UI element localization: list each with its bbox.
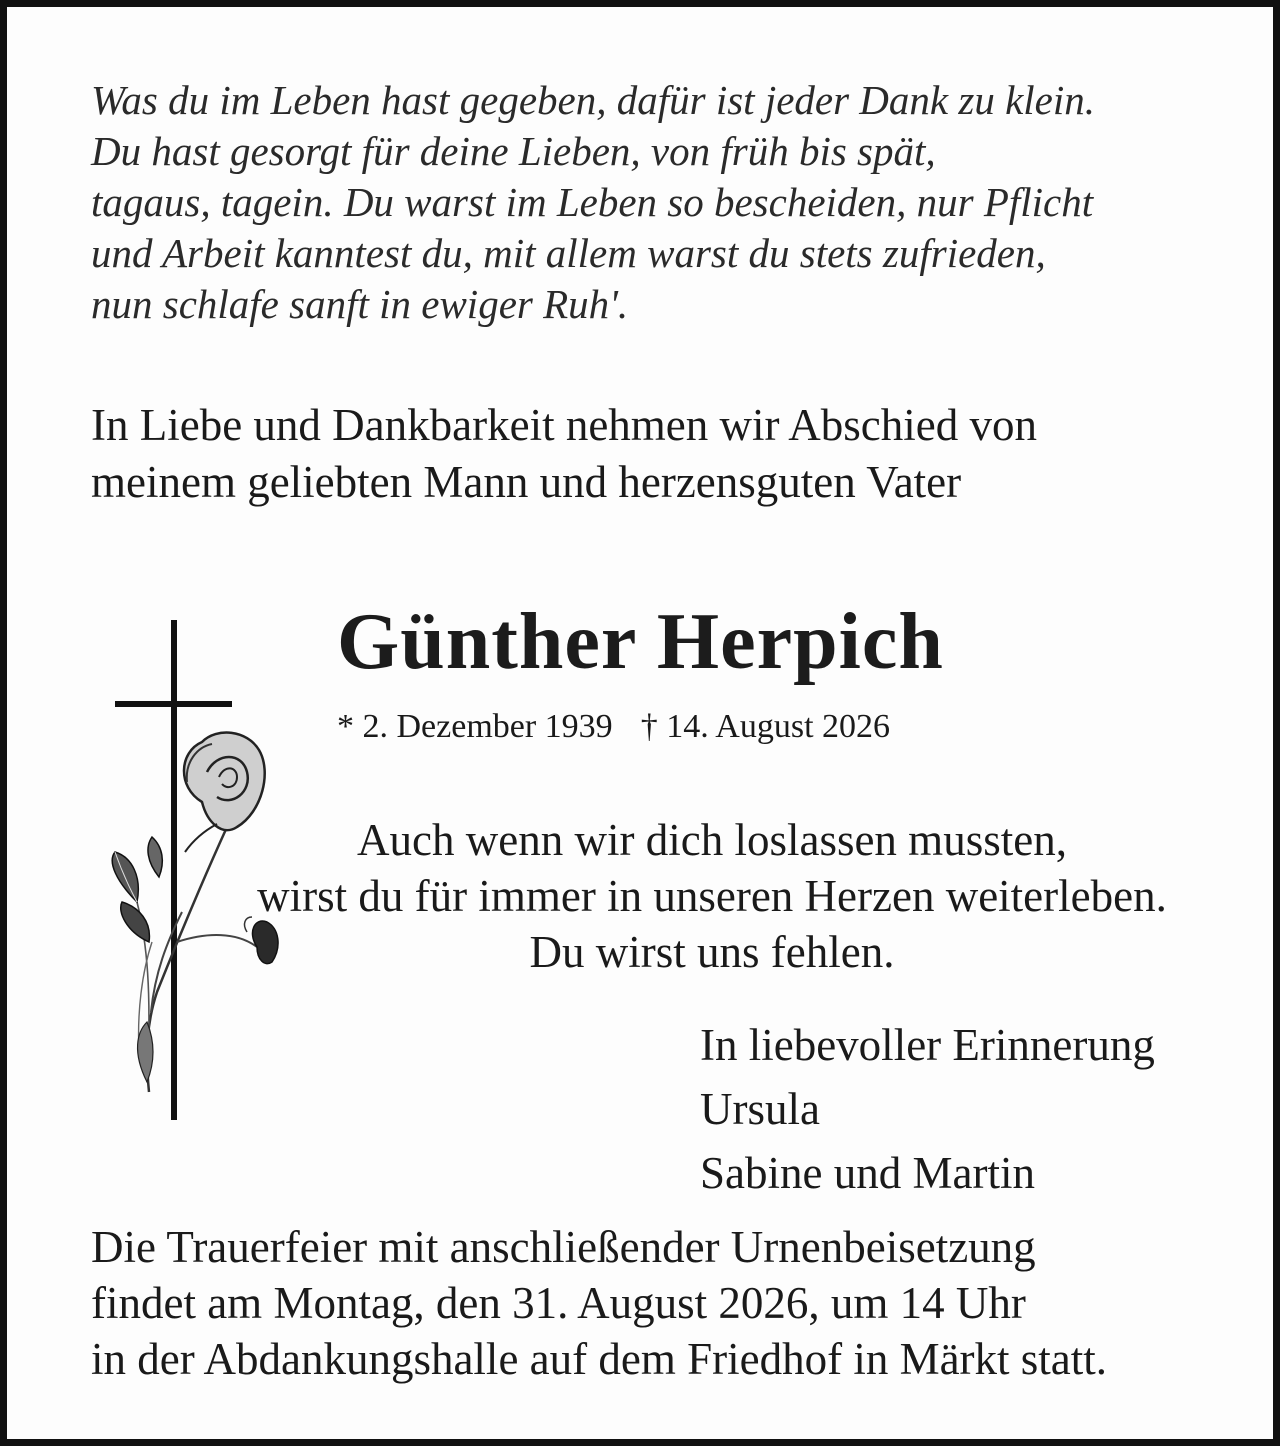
death-date: † 14. August 2026 [640, 708, 891, 745]
quote-line: Auch wenn wir dich loslassen mussten, [357, 815, 1067, 865]
farewell-intro [91, 397, 1037, 511]
signature-line: Sabine und Martin [700, 1148, 1035, 1198]
poem-line: Was du im Leben hast gegeben, dafür ist jeder Dank zu klein. [91, 77, 1095, 123]
quote-line: Du wirst uns fehlen. [529, 927, 895, 977]
memorial-quote [212, 812, 1212, 980]
poem-line: Du hast gesorgt für deine Lieben, von früh bis spät, [91, 128, 936, 174]
signature-line: In liebevoller Erinnerung [700, 1020, 1155, 1070]
intro-line: In Liebe und Dankbarkeit nehmen wir Abschied von [91, 400, 1037, 450]
ceremony-line: Die Trauerfeier mit anschließender Urnenbeisetzung [91, 1222, 1036, 1272]
poem-line: und Arbeit kanntest du, mit allem warst du stets zufrieden, [91, 230, 1046, 276]
mourners-signature [700, 1013, 1155, 1205]
ceremony-line: findet am Montag, den 31. August 2026, um 14 Uhr [91, 1278, 1026, 1328]
funeral-ceremony-info [91, 1219, 1107, 1387]
ceremony-line: in der Abdankungshalle auf dem Friedhof in Märkt statt. [91, 1334, 1108, 1384]
signature-line: Ursula [700, 1084, 820, 1134]
quote-line: wirst du für immer in unseren Herzen weiterleben. [257, 871, 1167, 921]
life-dates [337, 707, 890, 747]
deceased-name: Günther Herpich [337, 598, 944, 686]
birth-date: * 2. Dezember 1939 [337, 708, 613, 745]
intro-line: meinem geliebten Mann und herzensguten Vater [91, 457, 962, 507]
memorial-poem [91, 75, 1095, 330]
poem-line: tagaus, tagein. Du warst im Leben so bescheiden, nur Pflicht [91, 179, 1094, 225]
poem-line: nun schlafe sanft in ewiger Ruh'. [91, 281, 629, 327]
